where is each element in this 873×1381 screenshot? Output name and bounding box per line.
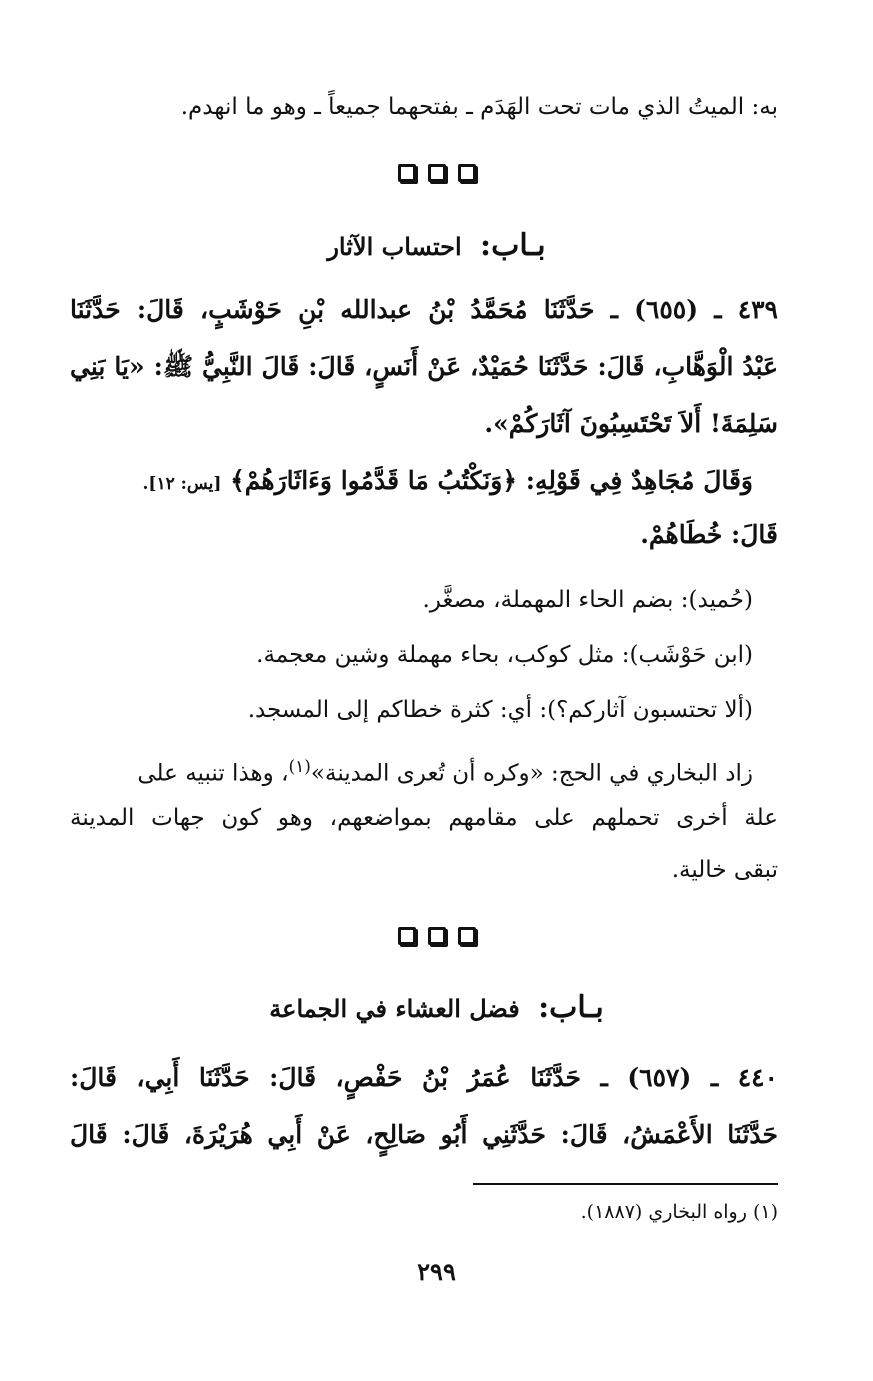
chapter-label: بـاب: <box>480 228 546 263</box>
page-number: ٢٩٩ <box>417 1257 456 1286</box>
note-humaid: (حُميد): بضم الحاء المهملة، مصغَّر. <box>422 587 753 613</box>
chapter-heading-2 <box>0 992 873 1025</box>
hadith-439-line-1: ٤٣٩ ـ (٦٥٥) ـ حَدَّثَنَا مُحَمَّدُ بْنُ عبدالله بْنِ حَوْشَبٍ، قَالَ: حَدَّثَنَا <box>70 295 778 324</box>
chapter-title: احتساب الآثار <box>327 232 462 261</box>
mujahid-answer: قَالَ: خُطَاهُمْ. <box>640 520 778 549</box>
square-ornament-icon <box>398 164 416 182</box>
hadith-440-line-1: ٤٤٠ ـ (٦٥٧) ـ حَدَّثَنَا عُمَرُ بْنُ حَفْصٍ، قَالَ: حَدَّثَنَا أَبِي، قَالَ: <box>70 1063 778 1092</box>
commentary-line-2: علة أخرى تحملهم على مقامهم بمواضعهم، وهو كون جهات المدينة <box>70 805 778 831</box>
square-ornament-icon <box>458 927 476 945</box>
commentary-line-3: تبقى خالية. <box>671 857 778 883</box>
chapter-label: بـاب: <box>538 990 604 1025</box>
quran-quote: وَقَالَ مُجَاهِدٌ فِي قَوْلِهِ: ﴿وَنَكْتُبُ مَا قَدَّمُوا وَءَاثَارَهُمْ﴾ <box>230 466 753 495</box>
hadith-439-line-2: عَبْدُ الْوَهَّابِ، قَالَ: حَدَّثَنَا حُمَيْدٌ، عَنْ أَنَسٍ، قَالَ: قَالَ النَّبِيُّ ﷺ: «يَا بَنِي <box>70 352 778 381</box>
note-hawshab: (ابن حَوْشَب): مثل كوكب، بحاء مهملة وشين معجمة. <box>256 642 753 668</box>
mujahid-line <box>70 466 753 499</box>
section-separator-1 <box>0 164 873 182</box>
footnote: (١) رواه البخاري (١٨٨٧). <box>580 1201 778 1223</box>
text-line-1: به: الميتُ الذي مات تحت الهَدَم ـ بفتحهما جميعاً ـ وهو ما انهدم. <box>180 94 778 120</box>
footnote-divider <box>473 1183 778 1185</box>
commentary-text: زاد البخاري في الحج: «وكره أن تُعرى المدينة» <box>310 760 753 787</box>
section-separator-2 <box>0 927 873 945</box>
note-athar: (ألا تحتسبون آثاركم؟): أي: كثرة خطاكم إلى المسجد. <box>247 697 753 723</box>
square-ornament-icon <box>458 164 476 182</box>
footnote-marker: (١) <box>288 757 311 777</box>
quran-reference: [يس: ١٢]. <box>142 474 222 494</box>
hadith-439-line-3: سَلِمَةَ! أَلاَ تَحْتَسِبُونَ آثَارَكُمْ». <box>484 409 778 438</box>
commentary-text-end: ، وهذا تنبيه على <box>137 760 289 787</box>
hadith-440-line-2: حَدَّثَنَا الأَعْمَشُ، قَالَ: حَدَّثَنِي أَبُو صَالِحٍ، عَنْ أَبِي هُرَيْرَةَ، قَالَ: قَالَ <box>70 1120 778 1149</box>
commentary-line-1 <box>70 752 753 789</box>
square-ornament-icon <box>428 927 446 945</box>
chapter-title: فضل العشاء في الجماعة <box>269 994 520 1023</box>
square-ornament-icon <box>398 927 416 945</box>
square-ornament-icon <box>428 164 446 182</box>
chapter-heading-1 <box>0 230 873 263</box>
